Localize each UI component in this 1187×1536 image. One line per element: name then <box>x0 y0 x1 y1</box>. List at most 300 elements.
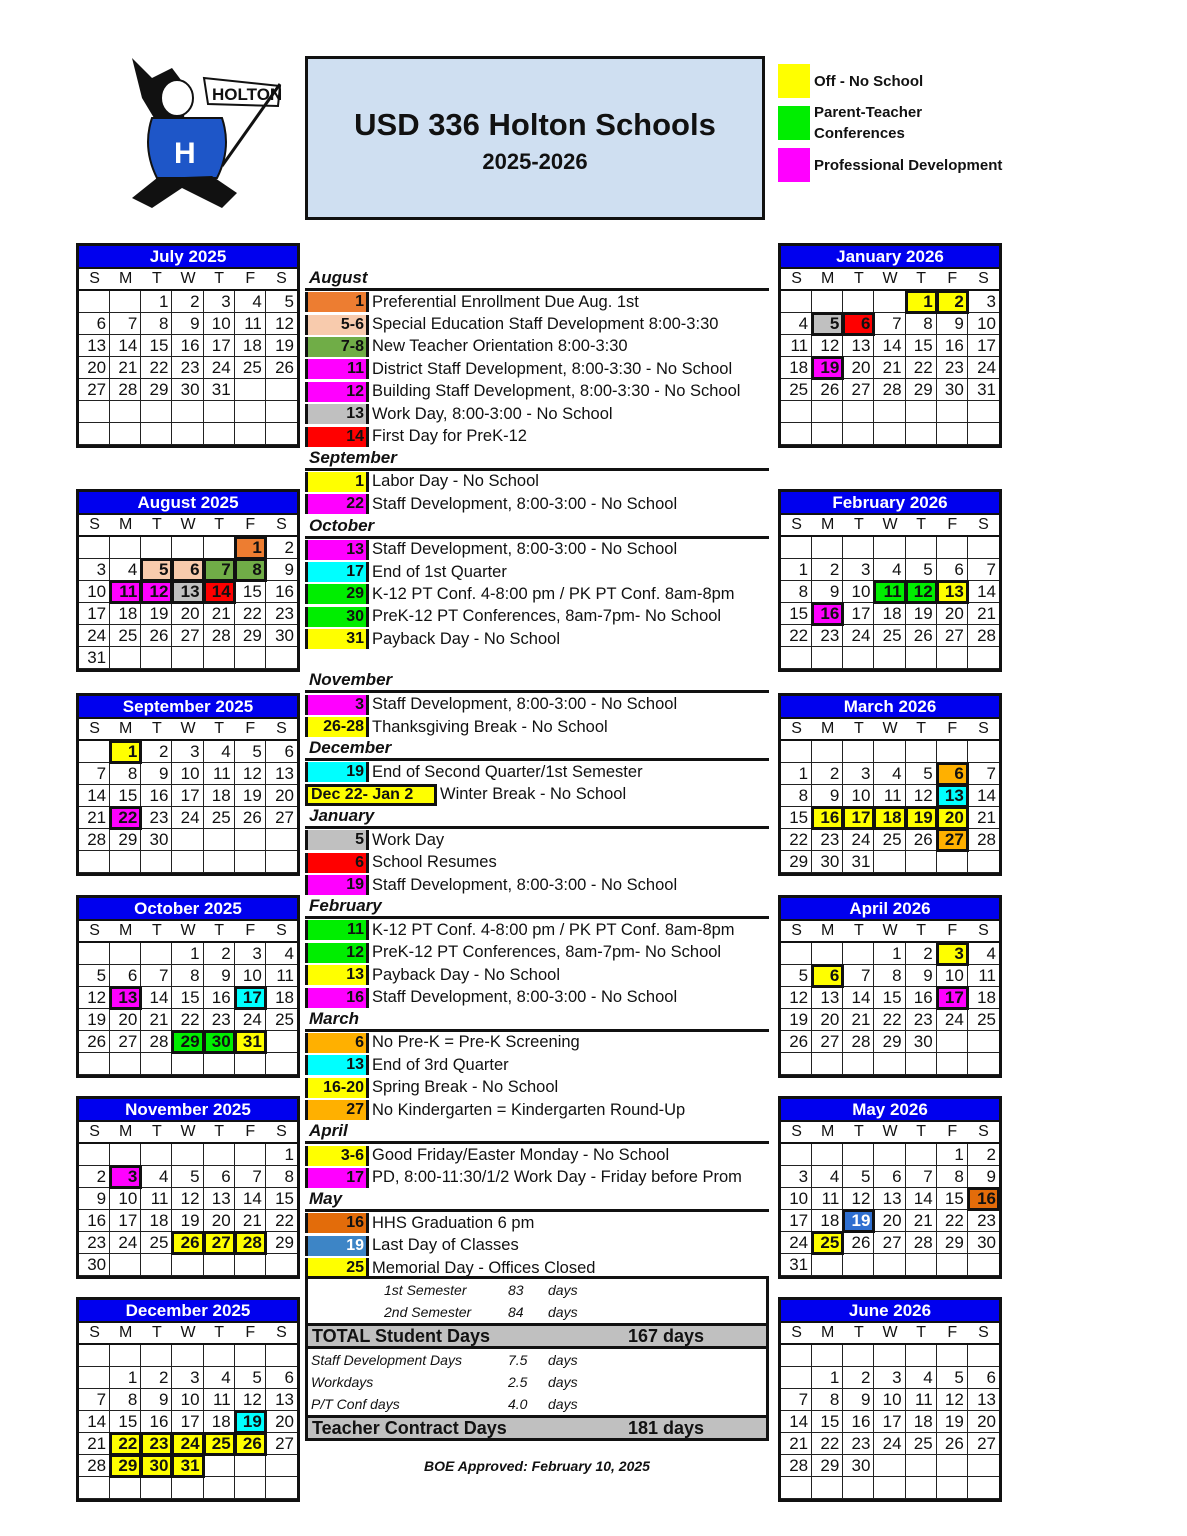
legend-item-conferences: Parent-Teacher Conferences <box>778 102 1018 144</box>
day-cell: 26 <box>843 1232 874 1254</box>
day-cell: 27 <box>79 379 110 401</box>
legend-item-professional-development: Professional Development <box>778 148 1018 182</box>
day-cell: 30 <box>906 1031 937 1053</box>
event-description: First Day for PreK-12 <box>372 427 527 446</box>
day-cell: 30 <box>937 379 968 401</box>
day-cell <box>235 1455 266 1477</box>
day-cell <box>235 1053 266 1075</box>
legend-swatch-green <box>778 106 810 140</box>
day-cell <box>172 401 203 423</box>
day-cell: 22 <box>172 1009 203 1031</box>
event-month-heading: May <box>305 1189 769 1212</box>
event-date-chip: 14 <box>305 427 369 447</box>
event-date-chip: 17 <box>305 562 369 582</box>
day-cell: 12 <box>266 313 297 335</box>
day-cell <box>843 291 874 313</box>
event-row <box>305 919 769 941</box>
event-date-chip: 1 <box>305 292 369 312</box>
day-cell: 19 <box>79 1009 110 1031</box>
day-cell <box>235 1345 266 1367</box>
day-cell: 14 <box>906 1188 937 1210</box>
day-cell: 29 <box>172 1031 203 1053</box>
day-cell <box>141 537 172 559</box>
day-cell: 21 <box>79 1433 110 1455</box>
day-cell: 18 <box>906 1411 937 1433</box>
day-cell: 6 <box>937 763 968 785</box>
day-cell: 21 <box>781 1433 812 1455</box>
day-cell <box>937 1053 968 1075</box>
day-cell <box>110 1345 141 1367</box>
day-cell <box>906 1254 937 1276</box>
event-date-chip: 30 <box>305 607 369 627</box>
day-cell: 26 <box>906 829 937 851</box>
day-cell: 7 <box>204 559 235 581</box>
event-row <box>305 403 769 425</box>
day-cell <box>968 851 999 873</box>
day-cell <box>937 537 968 559</box>
day-cell: 9 <box>266 559 297 581</box>
day-cell <box>235 647 266 669</box>
day-cell <box>874 1144 905 1166</box>
event-row <box>305 761 769 783</box>
day-cell: 24 <box>843 625 874 647</box>
day-cell: 6 <box>874 1166 905 1188</box>
day-cell: 26 <box>937 1433 968 1455</box>
event-row <box>305 851 769 873</box>
day-cell <box>781 943 812 965</box>
event-description: Special Education Staff Development 8:00-3:30 <box>372 315 719 334</box>
day-cell <box>141 1144 172 1166</box>
event-description: Thanksgiving Break - No School <box>372 717 608 736</box>
day-cell <box>812 1345 843 1367</box>
day-cell: 12 <box>812 335 843 357</box>
day-cell <box>843 1254 874 1276</box>
day-cell: 20 <box>968 1411 999 1433</box>
day-cell: 1 <box>874 943 905 965</box>
day-cell <box>141 423 172 445</box>
day-cell <box>110 1053 141 1075</box>
event-row <box>305 986 769 1008</box>
day-cell: 15 <box>172 987 203 1009</box>
day-cell: 22 <box>781 829 812 851</box>
month-calendar <box>778 1096 1002 1279</box>
day-cell <box>843 401 874 423</box>
day-cell: 16 <box>968 1188 999 1210</box>
day-cell: 16 <box>843 1411 874 1433</box>
day-cell <box>812 423 843 445</box>
day-cell: 28 <box>968 625 999 647</box>
day-cell: 6 <box>812 965 843 987</box>
event-row <box>305 716 769 738</box>
event-description: Spring Break - No School <box>372 1078 559 1097</box>
event-date-chip: 26-28 <box>305 717 369 737</box>
event-description: Building Staff Development, 8:00-3:30 - No School <box>372 382 741 401</box>
event-description: Staff Development, 8:00-3:00 - No School <box>372 875 678 894</box>
day-cell <box>204 1144 235 1166</box>
event-row <box>305 829 769 851</box>
day-cell: 16 <box>141 785 172 807</box>
event-row <box>305 471 769 493</box>
day-cell: 8 <box>781 581 812 603</box>
day-cell <box>172 1254 203 1276</box>
day-cell: 5 <box>235 1367 266 1389</box>
day-cell: 6 <box>172 559 203 581</box>
day-cell: 11 <box>110 581 141 603</box>
event-date-chip: 7-8 <box>305 337 369 357</box>
day-cell: 3 <box>874 1367 905 1389</box>
day-cell: 3 <box>843 559 874 581</box>
event-date-chip: 19 <box>305 762 369 782</box>
day-cell: 16 <box>812 807 843 829</box>
day-cell: 26 <box>235 807 266 829</box>
day-cell <box>843 647 874 669</box>
event-row <box>305 874 769 896</box>
day-cell: 11 <box>141 1188 172 1210</box>
event-row <box>305 358 769 380</box>
totals-row: P/T Conf days 4.0 days <box>311 1396 578 1412</box>
day-cell: 5 <box>266 291 297 313</box>
day-cell: 31 <box>172 1455 203 1477</box>
event-description: End of 3rd Quarter <box>372 1055 509 1074</box>
day-cell: 4 <box>204 741 235 763</box>
day-cell: 5 <box>781 965 812 987</box>
day-cell: 9 <box>204 965 235 987</box>
day-cell: 8 <box>812 1389 843 1411</box>
day-cell <box>937 647 968 669</box>
day-cell <box>874 1345 905 1367</box>
event-description: Memorial Day - Offices Closed <box>372 1258 596 1277</box>
day-cell <box>781 1144 812 1166</box>
day-cell: 16 <box>141 1411 172 1433</box>
day-cell: 4 <box>874 559 905 581</box>
event-description: Preferential Enrollment Due Aug. 1st <box>372 292 639 311</box>
day-cell <box>79 851 110 873</box>
day-cell: 1 <box>937 1144 968 1166</box>
day-cell: 5 <box>906 559 937 581</box>
day-cell <box>843 423 874 445</box>
day-cell <box>266 401 297 423</box>
day-cell <box>266 1477 297 1499</box>
day-cell: 11 <box>204 763 235 785</box>
day-cell: 3 <box>968 291 999 313</box>
day-cell <box>812 1053 843 1075</box>
day-cell: 14 <box>968 785 999 807</box>
day-cell <box>812 741 843 763</box>
day-cell: 6 <box>204 1166 235 1188</box>
event-description: K-12 PT Conf. 4-8:00 pm / PK PT Conf. 8am-8pm <box>372 920 735 939</box>
event-row <box>305 291 769 313</box>
day-cell <box>968 1455 999 1477</box>
day-cell: 30 <box>79 1254 110 1276</box>
day-cell: 20 <box>874 1210 905 1232</box>
day-cell: 24 <box>172 807 203 829</box>
day-cell: 7 <box>235 1166 266 1188</box>
day-cell: 8 <box>110 763 141 785</box>
day-cell: 9 <box>937 313 968 335</box>
day-cell: 12 <box>906 785 937 807</box>
day-cell: 1 <box>172 943 203 965</box>
event-date-chip: 12 <box>305 382 369 402</box>
day-cell <box>204 1477 235 1499</box>
event-date-chip: 22 <box>305 494 369 514</box>
day-cell: 13 <box>266 1389 297 1411</box>
event-description: PreK-12 PT Conferences, 8am-7pm- No School <box>372 943 722 962</box>
day-cell: 1 <box>812 1367 843 1389</box>
day-cell <box>874 741 905 763</box>
day-cell <box>906 647 937 669</box>
day-cell <box>172 1345 203 1367</box>
day-cell: 1 <box>235 537 266 559</box>
day-cell: 12 <box>781 987 812 1009</box>
month-calendar <box>778 243 1002 448</box>
day-cell <box>266 1053 297 1075</box>
day-cell: 31 <box>204 379 235 401</box>
day-cell: 1 <box>781 763 812 785</box>
day-cell: 26 <box>141 625 172 647</box>
day-cell <box>874 537 905 559</box>
legend-item-off: Off - No School <box>778 64 1018 98</box>
day-cell <box>781 423 812 445</box>
event-description: No Pre-K = Pre-K Screening <box>372 1033 580 1052</box>
day-cell <box>172 647 203 669</box>
day-cell: 9 <box>812 785 843 807</box>
day-cell: 18 <box>874 807 905 829</box>
month-calendar <box>778 1297 1002 1502</box>
day-cell: 5 <box>79 965 110 987</box>
day-cell: 6 <box>79 313 110 335</box>
day-cell: 5 <box>141 559 172 581</box>
day-cell: 22 <box>937 1210 968 1232</box>
day-cell: 13 <box>874 1188 905 1210</box>
day-cell: 27 <box>110 1031 141 1053</box>
day-cell <box>874 851 905 873</box>
day-cell: 5 <box>937 1367 968 1389</box>
day-cell: 23 <box>906 1009 937 1031</box>
day-cell: 28 <box>906 1232 937 1254</box>
event-row <box>305 561 769 583</box>
event-date-chip: 5 <box>305 830 369 850</box>
page-title: USD 336 Holton Schools <box>354 107 716 142</box>
day-cell: 3 <box>110 1166 141 1188</box>
day-cell: 2 <box>812 559 843 581</box>
day-cell: 21 <box>874 357 905 379</box>
day-cell <box>937 851 968 873</box>
event-description: School Resumes <box>372 853 497 872</box>
day-cell: 16 <box>172 335 203 357</box>
event-date-chip: Dec 22- Jan 2 <box>305 784 437 806</box>
event-row <box>305 964 769 986</box>
day-cell <box>204 423 235 445</box>
day-cell <box>906 1477 937 1499</box>
day-cell: 11 <box>874 581 905 603</box>
event-row <box>305 583 769 605</box>
day-cell: 21 <box>968 807 999 829</box>
event-description: Staff Development, 8:00-3:00 - No School <box>372 695 678 714</box>
legend-swatch-magenta <box>778 148 810 182</box>
day-cell: 30 <box>172 379 203 401</box>
day-cell: 17 <box>110 1210 141 1232</box>
day-cell: 13 <box>266 763 297 785</box>
day-cell <box>79 943 110 965</box>
day-cell: 22 <box>266 1210 297 1232</box>
day-cell: 30 <box>843 1455 874 1477</box>
day-cell: 29 <box>937 1232 968 1254</box>
day-cell: 13 <box>172 581 203 603</box>
day-cell: 17 <box>235 987 266 1009</box>
day-cell: 11 <box>874 785 905 807</box>
weekday-header: S M T W T F S <box>79 921 297 943</box>
day-cell <box>266 423 297 445</box>
day-cell: 28 <box>874 379 905 401</box>
day-cell: 15 <box>110 785 141 807</box>
event-description: Staff Development, 8:00-3:00 - No School <box>372 540 678 559</box>
day-cell: 7 <box>968 763 999 785</box>
day-cell: 14 <box>874 335 905 357</box>
day-cell <box>79 1345 110 1367</box>
day-cell: 21 <box>843 1009 874 1031</box>
day-cell: 28 <box>235 1232 266 1254</box>
event-description: Winter Break - No School <box>440 785 627 804</box>
weekday-header: S M T W T F S <box>781 921 999 943</box>
day-cell <box>906 401 937 423</box>
event-description: New Teacher Orientation 8:00-3:30 <box>372 337 628 356</box>
day-cell <box>141 851 172 873</box>
day-cell <box>874 1455 905 1477</box>
event-date-chip: 17 <box>305 1168 369 1188</box>
day-cell <box>235 379 266 401</box>
day-cell: 14 <box>843 987 874 1009</box>
teacher-contract-days: Teacher Contract Days 181 days <box>308 1415 766 1438</box>
day-cell: 15 <box>781 807 812 829</box>
day-cell <box>79 741 110 763</box>
day-cell: 23 <box>79 1232 110 1254</box>
day-cell: 29 <box>110 1455 141 1477</box>
month-calendar <box>778 693 1002 876</box>
day-cell <box>141 647 172 669</box>
day-cell: 8 <box>110 1389 141 1411</box>
day-cell: 30 <box>141 829 172 851</box>
event-date-chip: 13 <box>305 540 369 560</box>
day-cell: 1 <box>781 559 812 581</box>
event-description: End of 1st Quarter <box>372 562 507 581</box>
day-cell <box>781 647 812 669</box>
day-cell: 1 <box>110 741 141 763</box>
day-cell: 5 <box>812 313 843 335</box>
event-description: Staff Development, 8:00-3:00 - No School <box>372 494 678 513</box>
day-cell: 4 <box>906 1367 937 1389</box>
day-cell <box>812 647 843 669</box>
month-calendar <box>76 1096 300 1279</box>
day-cell <box>110 943 141 965</box>
day-cell: 26 <box>79 1031 110 1053</box>
day-cell <box>781 1345 812 1367</box>
day-cell <box>235 851 266 873</box>
day-cell <box>110 1477 141 1499</box>
day-cell: 31 <box>843 851 874 873</box>
total-student-days: TOTAL Student Days 167 days <box>308 1323 766 1349</box>
day-cell: 12 <box>141 581 172 603</box>
day-cell: 24 <box>235 1009 266 1031</box>
event-description: Last Day of Classes <box>372 1236 519 1255</box>
day-cell: 27 <box>937 829 968 851</box>
day-cell <box>906 851 937 873</box>
event-date-chip: 16-20 <box>305 1078 369 1098</box>
day-cell: 12 <box>235 1389 266 1411</box>
month-header: January 2026 <box>781 246 999 269</box>
day-cell: 18 <box>874 603 905 625</box>
day-cell <box>266 1345 297 1367</box>
event-date-chip: 13 <box>305 404 369 424</box>
day-cell: 31 <box>968 379 999 401</box>
day-cell: 9 <box>812 581 843 603</box>
day-cell <box>204 1053 235 1075</box>
event-date-chip: 13 <box>305 965 369 985</box>
day-cell <box>141 1345 172 1367</box>
day-cell: 13 <box>79 335 110 357</box>
day-cell <box>968 741 999 763</box>
event-row <box>305 1099 769 1121</box>
event-date-chip: 1 <box>305 472 369 492</box>
day-cell <box>266 851 297 873</box>
day-cell <box>937 1345 968 1367</box>
day-cell <box>79 1144 110 1166</box>
weekday-header: S M T W T F S <box>79 1323 297 1345</box>
day-cell <box>843 943 874 965</box>
day-cell: 18 <box>812 1210 843 1232</box>
day-cell: 23 <box>937 357 968 379</box>
day-cell <box>906 1345 937 1367</box>
day-cell: 2 <box>843 1367 874 1389</box>
day-cell <box>812 943 843 965</box>
event-date-chip: 19 <box>305 875 369 895</box>
day-cell: 28 <box>79 1455 110 1477</box>
day-cell: 19 <box>266 335 297 357</box>
day-cell: 29 <box>906 379 937 401</box>
day-cell: 18 <box>235 335 266 357</box>
day-cell: 6 <box>266 1367 297 1389</box>
event-row <box>305 1054 769 1076</box>
day-cell: 19 <box>235 1411 266 1433</box>
day-cell <box>874 401 905 423</box>
day-cell: 22 <box>235 603 266 625</box>
day-cell <box>968 647 999 669</box>
event-description: District Staff Development, 8:00-3:30 - No School <box>372 359 733 378</box>
day-cell <box>172 829 203 851</box>
event-description: Work Day, 8:00-3:00 - No School <box>372 404 613 423</box>
day-cell <box>937 401 968 423</box>
day-cell <box>235 1144 266 1166</box>
day-cell: 1 <box>266 1144 297 1166</box>
event-row <box>305 784 769 806</box>
day-cell: 15 <box>235 581 266 603</box>
weekday-header: S M T W T F S <box>781 269 999 291</box>
day-cell <box>874 1254 905 1276</box>
day-cell <box>235 1477 266 1499</box>
day-cell: 25 <box>235 357 266 379</box>
day-cell: 12 <box>843 1188 874 1210</box>
day-cell <box>172 851 203 873</box>
day-cell: 18 <box>781 357 812 379</box>
day-cell <box>110 401 141 423</box>
event-description: No Kindergarten = Kindergarten Round-Up <box>372 1100 686 1119</box>
day-cell: 23 <box>266 603 297 625</box>
event-row <box>305 942 769 964</box>
day-cell: 24 <box>204 357 235 379</box>
day-cell: 7 <box>874 313 905 335</box>
day-cell: 9 <box>141 763 172 785</box>
weekday-header: S M T W T F S <box>79 1122 297 1144</box>
day-cell: 3 <box>781 1166 812 1188</box>
